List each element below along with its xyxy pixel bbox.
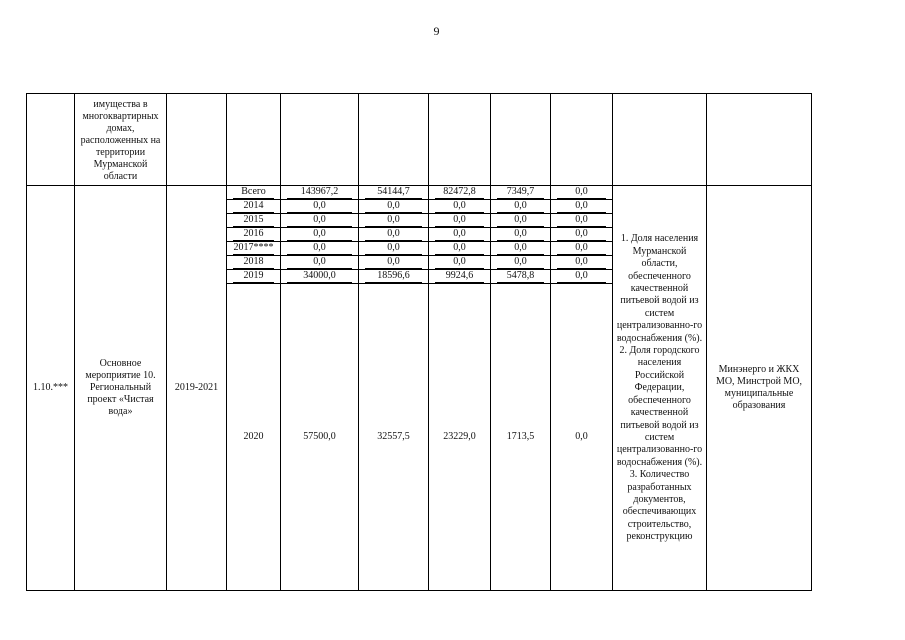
value-cell: 32557,5 [359,284,429,591]
value-cell: 9924,6 [429,270,491,284]
cell-empty [429,94,491,186]
total-cell: 0,0 [281,214,359,228]
value-cell: 5478,8 [491,270,551,284]
value-cell: 0,0 [359,200,429,214]
value-cell: 23229,0 [429,284,491,591]
year-cell: 2020 [227,284,281,591]
value-cell: 0,0 [491,256,551,270]
page-number: 9 [433,24,440,38]
cell-empty [281,94,359,186]
value-cell: 0,0 [429,256,491,270]
value-cell: 7349,7 [491,186,551,200]
value-cell: 0,0 [429,228,491,242]
year-cell: 2016 [227,228,281,242]
cell-empty [613,94,707,186]
total-cell: 0,0 [281,256,359,270]
value-cell: 18596,6 [359,270,429,284]
cell-empty [491,94,551,186]
value-cell: 0,0 [491,214,551,228]
cell-empty [27,94,75,186]
year-cell: Всего [227,186,281,200]
value-cell: 0,0 [551,256,613,270]
value-cell: 0,0 [429,214,491,228]
executors-cell: Минэнерго и ЖКХ МО, Минстрой МО, муниципальные образования [707,186,812,591]
value-cell: 82472,8 [429,186,491,200]
year-cell: 2015 [227,214,281,228]
year-cell: 2017**** [227,242,281,256]
table-row-continued [27,94,812,186]
value-cell: 0,0 [491,242,551,256]
total-cell: 0,0 [281,200,359,214]
value-cell: 0,0 [359,228,429,242]
total-cell: 34000,0 [281,270,359,284]
value-cell: 0,0 [429,242,491,256]
value-cell: 0,0 [551,284,613,591]
measure-number: 1.10.*** [27,186,75,591]
year-cell: 2018 [227,256,281,270]
total-cell: 0,0 [281,242,359,256]
value-cell: 0,0 [551,214,613,228]
value-cell: 0,0 [359,214,429,228]
year-cell: 2014 [227,200,281,214]
value-cell: 0,0 [359,242,429,256]
cell-empty [707,94,812,186]
value-cell: 0,0 [491,200,551,214]
table-row [27,186,812,200]
measure-name: Основное мероприятие 10. Региональный проект «Чистая вода» [75,186,167,591]
value-cell: 0,0 [359,256,429,270]
value-cell: 0,0 [551,186,613,200]
cell-empty [551,94,613,186]
value-cell: 0,0 [551,270,613,284]
value-cell: 0,0 [551,242,613,256]
value-cell: 0,0 [551,200,613,214]
value-cell: 0,0 [551,228,613,242]
program-table [26,93,812,591]
measure-name-continued: имущества в многоквартирных домах, расположенных на территории Мурманской области [75,94,167,186]
cell-empty [167,94,227,186]
value-cell: 0,0 [429,200,491,214]
year-cell: 2019 [227,270,281,284]
value-cell: 54144,7 [359,186,429,200]
total-cell: 57500,0 [281,284,359,591]
cell-empty [359,94,429,186]
indicators-cell: 1. Доля населения Мурманской области, обеспеченного качественной питьевой водой из систем централизованно-го водоснабжения (%). 2. Доля городского населения Российской Федерации, обеспеченного качественной питьевой водой из систем централизованно-го водоснабжения (%). 3. Количество разработанных документов, обеспечивающих строительство, реконструкцию [613,186,707,591]
total-cell: 0,0 [281,228,359,242]
cell-empty [227,94,281,186]
measure-period: 2019-2021 [167,186,227,591]
value-cell: 1713,5 [491,284,551,591]
total-cell: 143967,2 [281,186,359,200]
value-cell: 0,0 [491,228,551,242]
